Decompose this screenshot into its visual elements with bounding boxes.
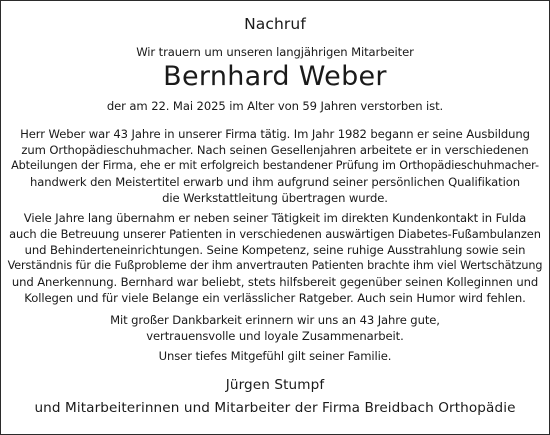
deceased-name: Bernhard Weber bbox=[163, 61, 387, 92]
paragraph-3-line: vertrauensvolle und loyale Zusammenarbeit. bbox=[146, 329, 404, 343]
paragraph-1-line: handwerk den Meistertitel erwarb und ihm aufgrund seiner persönlichen Qualifikation bbox=[30, 175, 520, 189]
paragraph-2-line: Kollegen und für viele Belange ein verlässlicher Ratgeber. Auch sein Humor wird fehlen. bbox=[24, 291, 526, 305]
paragraph-4-line: Unser tiefes Mitgefühl gilt seiner Familie. bbox=[158, 349, 392, 363]
paragraph-1-line: Herr Weber war 43 Jahre in unserer Firma tätig. Im Jahr 1982 begann er seine Ausbildung bbox=[20, 127, 530, 141]
paragraph-2-line: Viele Jahre lang übernahm er neben seiner Tätigkeit im direkten Kundenkontakt in Fulda bbox=[23, 211, 527, 225]
paragraph-1-line: die Werkstattleitung übertragen wurde. bbox=[162, 191, 388, 205]
notice-title: Nachruf bbox=[244, 15, 306, 33]
paragraph-2-line: und Anerkennung. Bernhard war beliebt, stets hilfsbereit gegenüber seinen Kolleginnen und bbox=[11, 275, 539, 289]
paragraph-1-line: Abteilungen der Firma, ehe er mit erfolgreich bestandener Prüfung im Orthopädieschuhmacher- bbox=[11, 159, 539, 172]
paragraph-2-line: Verständnis für die Fußprobleme der ihm anvertrauten Patienten brachte ihm viel Wertschätzung bbox=[7, 259, 543, 272]
intro-text: Wir trauern um unseren langjährigen Mitarbeiter bbox=[136, 45, 414, 59]
signature-person: Jürgen Stumpf bbox=[225, 377, 325, 393]
paragraph-2-line: und Behinderteneinrichtungen. Seine Kompetenz, seine ruhige Ausstrahlung sowie sein bbox=[24, 243, 526, 257]
paragraph-3-line: Mit großer Dankbarkeit erinnern wir uns an 43 Jahre gute, bbox=[110, 313, 440, 327]
signature-company: und Mitarbeiterinnen und Mitarbeiter der Firma Breidbach Orthopädie bbox=[34, 400, 516, 416]
death-info: der am 22. Mai 2025 im Alter von 59 Jahren verstorben ist. bbox=[106, 99, 444, 113]
paragraph-2-line: auch die Betreuung unserer Patienten in verschiedenen auswärtigen Diabetes-Fußambulanzen bbox=[9, 227, 541, 241]
paragraph-1-line: zum Orthopädieschuhmacher. Nach seinen Gesellenjahren arbeitete er in verschiedenen bbox=[21, 143, 529, 157]
